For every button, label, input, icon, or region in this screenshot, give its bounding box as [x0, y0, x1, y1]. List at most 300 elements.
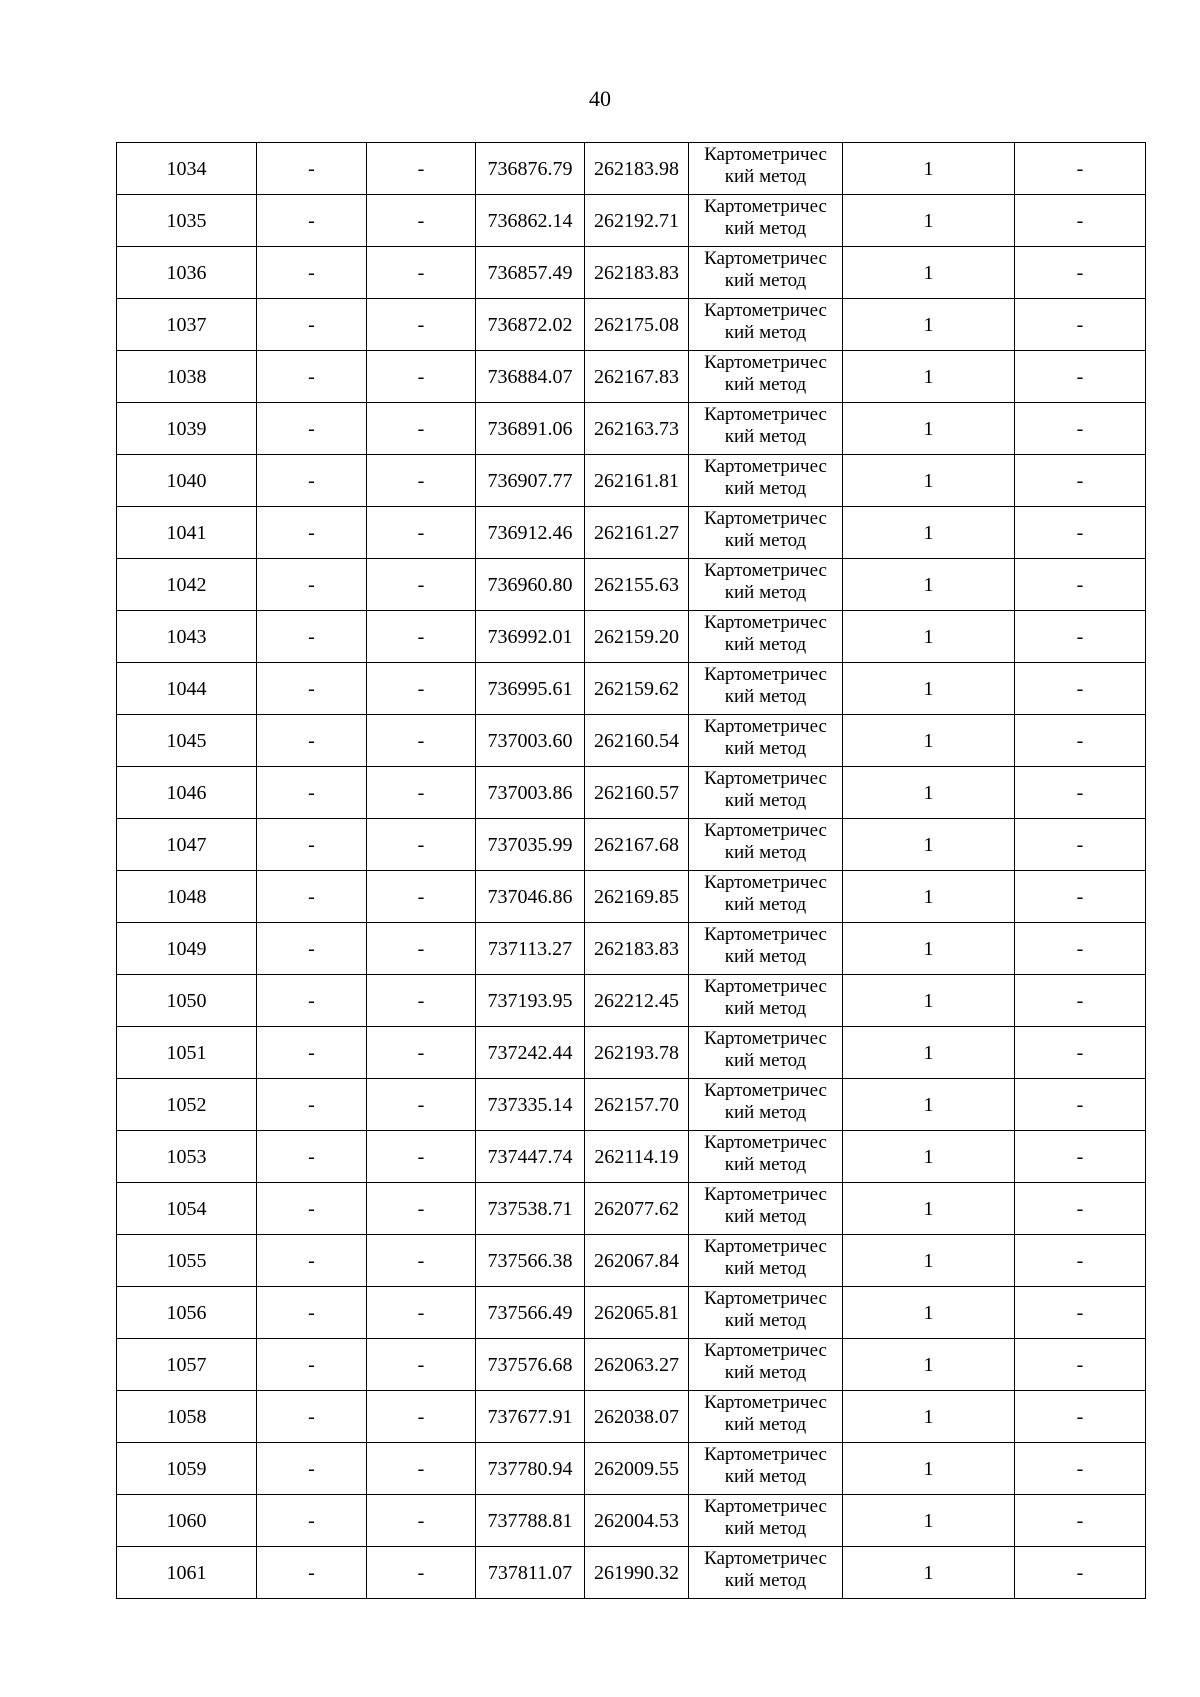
- method-text: Картометричес: [704, 456, 827, 477]
- method-cell: [689, 1235, 843, 1287]
- note-cell: -: [1015, 143, 1146, 195]
- note-cell: -: [1015, 403, 1146, 455]
- x-coordinate-cell: 737003.60: [476, 715, 585, 767]
- y-coordinate-cell: 262183.98: [585, 143, 689, 195]
- x-coordinate-cell: 737811.07: [476, 1547, 585, 1599]
- method-cell: [689, 819, 843, 871]
- note-cell: -: [1015, 975, 1146, 1027]
- method-text: Картометричес: [704, 768, 827, 789]
- method-text: кий метод: [724, 894, 807, 915]
- y-coordinate-cell: 262160.57: [585, 767, 689, 819]
- note-cell: -: [1015, 871, 1146, 923]
- accuracy-cell: 1: [843, 559, 1015, 611]
- point-number-cell: 1051: [117, 1027, 257, 1079]
- y-coordinate-cell: 262155.63: [585, 559, 689, 611]
- column-3-cell: -: [367, 1079, 476, 1131]
- method-text: кий метод: [724, 478, 807, 499]
- y-coordinate-cell: 262063.27: [585, 1339, 689, 1391]
- column-3-cell: -: [367, 507, 476, 559]
- accuracy-cell: 1: [843, 1339, 1015, 1391]
- note-cell: -: [1015, 195, 1146, 247]
- method-text: Картометричес: [704, 872, 827, 893]
- method-text: Картометричес: [704, 820, 827, 841]
- method-text: кий метод: [724, 1102, 807, 1123]
- method-cell: [689, 455, 843, 507]
- y-coordinate-cell: 262163.73: [585, 403, 689, 455]
- method-text: кий метод: [724, 634, 807, 655]
- table-row: [117, 559, 1146, 611]
- point-number-cell: 1048: [117, 871, 257, 923]
- column-3-cell: -: [367, 715, 476, 767]
- accuracy-cell: 1: [843, 247, 1015, 299]
- y-coordinate-cell: 262167.83: [585, 351, 689, 403]
- x-coordinate-cell: 737242.44: [476, 1027, 585, 1079]
- accuracy-cell: 1: [843, 819, 1015, 871]
- y-coordinate-cell: 262183.83: [585, 247, 689, 299]
- y-coordinate-cell: 262159.62: [585, 663, 689, 715]
- y-coordinate-cell: 262175.08: [585, 299, 689, 351]
- accuracy-cell: 1: [843, 767, 1015, 819]
- y-coordinate-cell: 262065.81: [585, 1287, 689, 1339]
- x-coordinate-cell: 737003.86: [476, 767, 585, 819]
- point-number-cell: 1047: [117, 819, 257, 871]
- column-3-cell: -: [367, 195, 476, 247]
- point-number-cell: 1058: [117, 1391, 257, 1443]
- column-2-cell: -: [257, 403, 367, 455]
- column-2-cell: -: [257, 1547, 367, 1599]
- method-text: кий метод: [724, 1050, 807, 1071]
- note-cell: -: [1015, 1443, 1146, 1495]
- method-text: Картометричес: [704, 404, 827, 425]
- method-text: Картометричес: [704, 300, 827, 321]
- column-3-cell: -: [367, 247, 476, 299]
- x-coordinate-cell: 737788.81: [476, 1495, 585, 1547]
- coordinates-table: [116, 142, 1146, 1599]
- method-text: Картометричес: [704, 1028, 827, 1049]
- note-cell: -: [1015, 819, 1146, 871]
- column-2-cell: -: [257, 1027, 367, 1079]
- method-text: Картометричес: [704, 716, 827, 737]
- x-coordinate-cell: 736992.01: [476, 611, 585, 663]
- column-2-cell: -: [257, 507, 367, 559]
- method-cell: [689, 403, 843, 455]
- column-2-cell: -: [257, 143, 367, 195]
- method-text: Картометричес: [704, 1444, 827, 1465]
- note-cell: -: [1015, 455, 1146, 507]
- column-2-cell: -: [257, 299, 367, 351]
- method-cell: [689, 1131, 843, 1183]
- point-number-cell: 1049: [117, 923, 257, 975]
- method-text: кий метод: [724, 1362, 807, 1383]
- column-3-cell: -: [367, 403, 476, 455]
- note-cell: -: [1015, 1287, 1146, 1339]
- method-text: кий метод: [724, 426, 807, 447]
- y-coordinate-cell: 262038.07: [585, 1391, 689, 1443]
- method-text: кий метод: [724, 270, 807, 291]
- method-text: кий метод: [724, 322, 807, 343]
- table-row: [117, 507, 1146, 559]
- column-3-cell: -: [367, 1547, 476, 1599]
- y-coordinate-cell: 262161.81: [585, 455, 689, 507]
- column-2-cell: -: [257, 767, 367, 819]
- method-text: кий метод: [724, 166, 807, 187]
- column-2-cell: -: [257, 559, 367, 611]
- method-cell: [689, 1339, 843, 1391]
- accuracy-cell: 1: [843, 1547, 1015, 1599]
- method-cell: [689, 611, 843, 663]
- method-text: Картометричес: [704, 1132, 827, 1153]
- method-cell: [689, 871, 843, 923]
- method-text: Картометричес: [704, 1184, 827, 1205]
- column-2-cell: -: [257, 1339, 367, 1391]
- method-cell: [689, 1443, 843, 1495]
- column-3-cell: -: [367, 559, 476, 611]
- y-coordinate-cell: 262077.62: [585, 1183, 689, 1235]
- note-cell: -: [1015, 1235, 1146, 1287]
- accuracy-cell: 1: [843, 507, 1015, 559]
- method-text: кий метод: [724, 1570, 807, 1591]
- column-3-cell: -: [367, 455, 476, 507]
- method-text: Картометричес: [704, 196, 827, 217]
- point-number-cell: 1056: [117, 1287, 257, 1339]
- x-coordinate-cell: 736884.07: [476, 351, 585, 403]
- column-3-cell: -: [367, 871, 476, 923]
- table-row: [117, 1235, 1146, 1287]
- y-coordinate-cell: 262183.83: [585, 923, 689, 975]
- table-row: [117, 715, 1146, 767]
- column-3-cell: -: [367, 1027, 476, 1079]
- table-row: [117, 195, 1146, 247]
- table-row: [117, 819, 1146, 871]
- column-2-cell: -: [257, 1287, 367, 1339]
- method-text: кий метод: [724, 946, 807, 967]
- note-cell: -: [1015, 299, 1146, 351]
- method-text: кий метод: [724, 374, 807, 395]
- column-2-cell: -: [257, 923, 367, 975]
- method-cell: [689, 923, 843, 975]
- y-coordinate-cell: 262160.54: [585, 715, 689, 767]
- table-row: [117, 1027, 1146, 1079]
- method-text: Картометричес: [704, 924, 827, 945]
- point-number-cell: 1055: [117, 1235, 257, 1287]
- method-text: кий метод: [724, 1466, 807, 1487]
- column-3-cell: -: [367, 663, 476, 715]
- table-row: [117, 1131, 1146, 1183]
- point-number-cell: 1035: [117, 195, 257, 247]
- table-row: [117, 1391, 1146, 1443]
- table-row: [117, 143, 1146, 195]
- y-coordinate-cell: 262169.85: [585, 871, 689, 923]
- table-body: [117, 143, 1146, 1599]
- x-coordinate-cell: 737447.74: [476, 1131, 585, 1183]
- method-cell: [689, 1547, 843, 1599]
- accuracy-cell: 1: [843, 1131, 1015, 1183]
- column-3-cell: -: [367, 923, 476, 975]
- point-number-cell: 1045: [117, 715, 257, 767]
- accuracy-cell: 1: [843, 923, 1015, 975]
- x-coordinate-cell: 737193.95: [476, 975, 585, 1027]
- column-3-cell: -: [367, 819, 476, 871]
- y-coordinate-cell: 262161.27: [585, 507, 689, 559]
- x-coordinate-cell: 737538.71: [476, 1183, 585, 1235]
- point-number-cell: 1054: [117, 1183, 257, 1235]
- accuracy-cell: 1: [843, 455, 1015, 507]
- point-number-cell: 1050: [117, 975, 257, 1027]
- note-cell: -: [1015, 923, 1146, 975]
- accuracy-cell: 1: [843, 1235, 1015, 1287]
- method-cell: [689, 247, 843, 299]
- point-number-cell: 1059: [117, 1443, 257, 1495]
- method-cell: [689, 975, 843, 1027]
- point-number-cell: 1043: [117, 611, 257, 663]
- table-row: [117, 247, 1146, 299]
- note-cell: -: [1015, 1547, 1146, 1599]
- table-row: [117, 767, 1146, 819]
- accuracy-cell: 1: [843, 403, 1015, 455]
- point-number-cell: 1052: [117, 1079, 257, 1131]
- method-text: Картометричес: [704, 248, 827, 269]
- accuracy-cell: 1: [843, 1443, 1015, 1495]
- column-3-cell: -: [367, 351, 476, 403]
- note-cell: -: [1015, 1183, 1146, 1235]
- method-text: Картометричес: [704, 144, 827, 165]
- point-number-cell: 1037: [117, 299, 257, 351]
- column-2-cell: -: [257, 1443, 367, 1495]
- method-cell: [689, 1027, 843, 1079]
- column-2-cell: -: [257, 1079, 367, 1131]
- accuracy-cell: 1: [843, 195, 1015, 247]
- method-text: Картометричес: [704, 612, 827, 633]
- note-cell: -: [1015, 351, 1146, 403]
- table-row: [117, 663, 1146, 715]
- point-number-cell: 1040: [117, 455, 257, 507]
- y-coordinate-cell: 262192.71: [585, 195, 689, 247]
- column-3-cell: -: [367, 1131, 476, 1183]
- x-coordinate-cell: 736862.14: [476, 195, 585, 247]
- column-3-cell: -: [367, 975, 476, 1027]
- method-text: Картометричес: [704, 976, 827, 997]
- accuracy-cell: 1: [843, 351, 1015, 403]
- x-coordinate-cell: 737046.86: [476, 871, 585, 923]
- point-number-cell: 1057: [117, 1339, 257, 1391]
- table-row: [117, 455, 1146, 507]
- column-3-cell: -: [367, 1391, 476, 1443]
- table-row: [117, 1547, 1146, 1599]
- method-text: Картометричес: [704, 508, 827, 529]
- method-text: Картометричес: [704, 1496, 827, 1517]
- table-row: [117, 1183, 1146, 1235]
- accuracy-cell: 1: [843, 611, 1015, 663]
- method-text: кий метод: [724, 790, 807, 811]
- column-3-cell: -: [367, 143, 476, 195]
- accuracy-cell: 1: [843, 715, 1015, 767]
- method-text: кий метод: [724, 738, 807, 759]
- y-coordinate-cell: 261990.32: [585, 1547, 689, 1599]
- method-text: Картометричес: [704, 560, 827, 581]
- column-3-cell: -: [367, 1235, 476, 1287]
- method-text: кий метод: [724, 1414, 807, 1435]
- table-row: [117, 403, 1146, 455]
- x-coordinate-cell: 736995.61: [476, 663, 585, 715]
- point-number-cell: 1039: [117, 403, 257, 455]
- accuracy-cell: 1: [843, 299, 1015, 351]
- column-2-cell: -: [257, 247, 367, 299]
- y-coordinate-cell: 262167.68: [585, 819, 689, 871]
- column-2-cell: -: [257, 871, 367, 923]
- method-text: Картометричес: [704, 1340, 827, 1361]
- column-3-cell: -: [367, 1183, 476, 1235]
- table-row: [117, 299, 1146, 351]
- column-2-cell: -: [257, 611, 367, 663]
- method-cell: [689, 1287, 843, 1339]
- point-number-cell: 1041: [117, 507, 257, 559]
- accuracy-cell: 1: [843, 1079, 1015, 1131]
- x-coordinate-cell: 737566.49: [476, 1287, 585, 1339]
- column-2-cell: -: [257, 1235, 367, 1287]
- note-cell: -: [1015, 767, 1146, 819]
- column-2-cell: -: [257, 1495, 367, 1547]
- column-2-cell: -: [257, 351, 367, 403]
- method-text: кий метод: [724, 842, 807, 863]
- method-text: кий метод: [724, 998, 807, 1019]
- method-text: кий метод: [724, 218, 807, 239]
- note-cell: -: [1015, 559, 1146, 611]
- x-coordinate-cell: 737566.38: [476, 1235, 585, 1287]
- y-coordinate-cell: 262067.84: [585, 1235, 689, 1287]
- point-number-cell: 1038: [117, 351, 257, 403]
- method-cell: [689, 351, 843, 403]
- note-cell: -: [1015, 1495, 1146, 1547]
- y-coordinate-cell: 262193.78: [585, 1027, 689, 1079]
- accuracy-cell: 1: [843, 871, 1015, 923]
- column-2-cell: -: [257, 1391, 367, 1443]
- x-coordinate-cell: 736912.46: [476, 507, 585, 559]
- method-text: Картометричес: [704, 1548, 827, 1569]
- note-cell: -: [1015, 1339, 1146, 1391]
- method-text: кий метод: [724, 686, 807, 707]
- table-row: [117, 1443, 1146, 1495]
- column-2-cell: -: [257, 819, 367, 871]
- method-cell: [689, 1391, 843, 1443]
- y-coordinate-cell: 262157.70: [585, 1079, 689, 1131]
- point-number-cell: 1053: [117, 1131, 257, 1183]
- method-text: Картометричес: [704, 352, 827, 373]
- table-row: [117, 871, 1146, 923]
- column-2-cell: -: [257, 975, 367, 1027]
- accuracy-cell: 1: [843, 663, 1015, 715]
- table-row: [117, 1495, 1146, 1547]
- method-cell: [689, 143, 843, 195]
- point-number-cell: 1044: [117, 663, 257, 715]
- method-text: кий метод: [724, 530, 807, 551]
- x-coordinate-cell: 737335.14: [476, 1079, 585, 1131]
- method-cell: [689, 663, 843, 715]
- point-number-cell: 1061: [117, 1547, 257, 1599]
- point-number-cell: 1036: [117, 247, 257, 299]
- accuracy-cell: 1: [843, 975, 1015, 1027]
- point-number-cell: 1034: [117, 143, 257, 195]
- method-text: Картометричес: [704, 1080, 827, 1101]
- method-text: Картометричес: [704, 1392, 827, 1413]
- method-cell: [689, 195, 843, 247]
- x-coordinate-cell: 736891.06: [476, 403, 585, 455]
- method-cell: [689, 299, 843, 351]
- x-coordinate-cell: 737677.91: [476, 1391, 585, 1443]
- table-row: [117, 1079, 1146, 1131]
- note-cell: -: [1015, 1027, 1146, 1079]
- method-cell: [689, 767, 843, 819]
- accuracy-cell: 1: [843, 1391, 1015, 1443]
- accuracy-cell: 1: [843, 1183, 1015, 1235]
- column-3-cell: -: [367, 611, 476, 663]
- accuracy-cell: 1: [843, 1495, 1015, 1547]
- method-text: кий метод: [724, 582, 807, 603]
- note-cell: -: [1015, 1131, 1146, 1183]
- y-coordinate-cell: 262009.55: [585, 1443, 689, 1495]
- method-text: Картометричес: [704, 1236, 827, 1257]
- table-row: [117, 975, 1146, 1027]
- column-3-cell: -: [367, 1339, 476, 1391]
- x-coordinate-cell: 736907.77: [476, 455, 585, 507]
- table-row: [117, 923, 1146, 975]
- y-coordinate-cell: 262159.20: [585, 611, 689, 663]
- x-coordinate-cell: 736857.49: [476, 247, 585, 299]
- column-2-cell: -: [257, 195, 367, 247]
- x-coordinate-cell: 736872.02: [476, 299, 585, 351]
- note-cell: -: [1015, 1391, 1146, 1443]
- column-2-cell: -: [257, 1131, 367, 1183]
- method-text: кий метод: [724, 1518, 807, 1539]
- point-number-cell: 1046: [117, 767, 257, 819]
- column-2-cell: -: [257, 455, 367, 507]
- method-text: Картометричес: [704, 664, 827, 685]
- x-coordinate-cell: 737113.27: [476, 923, 585, 975]
- page-number: 40: [589, 86, 611, 111]
- note-cell: -: [1015, 247, 1146, 299]
- method-cell: [689, 507, 843, 559]
- column-2-cell: -: [257, 1183, 367, 1235]
- method-text: Картометричес: [704, 1288, 827, 1309]
- table-row: [117, 611, 1146, 663]
- y-coordinate-cell: 262004.53: [585, 1495, 689, 1547]
- note-cell: -: [1015, 663, 1146, 715]
- x-coordinate-cell: 737035.99: [476, 819, 585, 871]
- method-text: кий метод: [724, 1310, 807, 1331]
- method-cell: [689, 1183, 843, 1235]
- note-cell: -: [1015, 611, 1146, 663]
- accuracy-cell: 1: [843, 1287, 1015, 1339]
- column-2-cell: -: [257, 663, 367, 715]
- method-cell: [689, 559, 843, 611]
- y-coordinate-cell: 262212.45: [585, 975, 689, 1027]
- x-coordinate-cell: 736876.79: [476, 143, 585, 195]
- x-coordinate-cell: 737780.94: [476, 1443, 585, 1495]
- column-3-cell: -: [367, 1443, 476, 1495]
- method-cell: [689, 1495, 843, 1547]
- table-row: [117, 1287, 1146, 1339]
- point-number-cell: 1042: [117, 559, 257, 611]
- method-text: кий метод: [724, 1206, 807, 1227]
- column-3-cell: -: [367, 1495, 476, 1547]
- table-row: [117, 351, 1146, 403]
- method-cell: [689, 715, 843, 767]
- method-text: кий метод: [724, 1154, 807, 1175]
- accuracy-cell: 1: [843, 1027, 1015, 1079]
- column-3-cell: -: [367, 767, 476, 819]
- x-coordinate-cell: 737576.68: [476, 1339, 585, 1391]
- note-cell: -: [1015, 1079, 1146, 1131]
- note-cell: -: [1015, 507, 1146, 559]
